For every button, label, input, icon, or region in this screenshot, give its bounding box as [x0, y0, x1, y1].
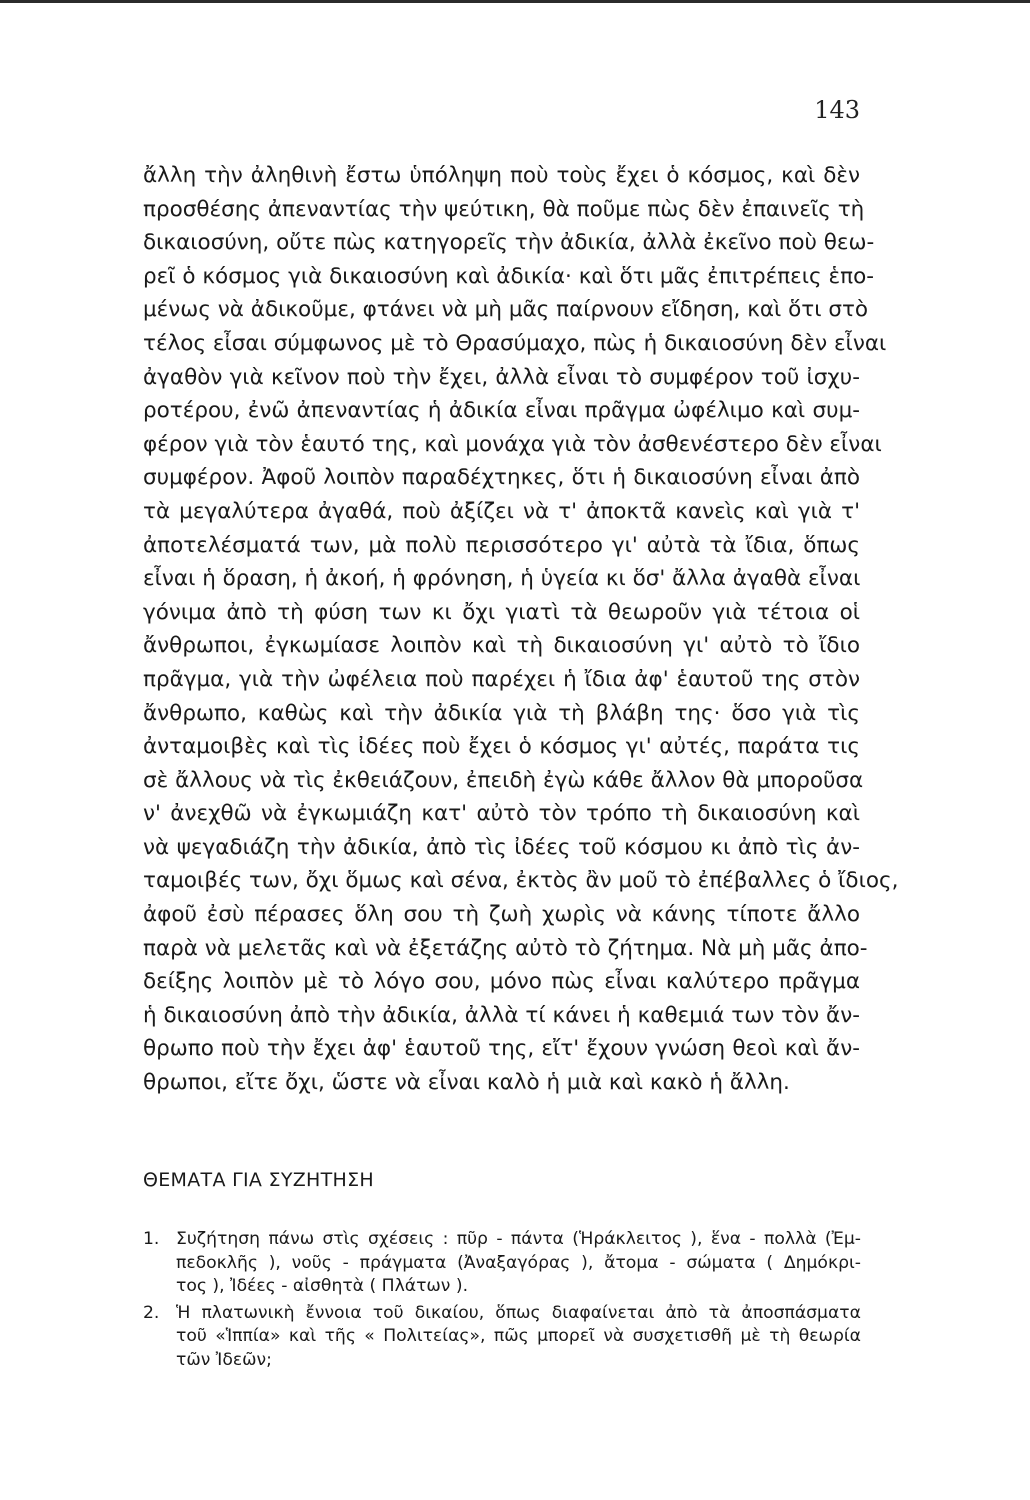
topic-line: Συζήτηση πάνω στὶς σχέσεις : πῦρ - πάντα (Ἡράκλειτος ), ἕνα - πολλὰ (Ἐμ- [176, 1229, 861, 1249]
body-line: εἶναι ἡ ὅραση, ἡ ἀκοή, ἡ φρόνηση, ἡ ὑγεία κι ὅσ' ἄλλα ἀγαθὰ εἶναι [143, 566, 861, 592]
body-line: συμφέρον. Ἀφοῦ λοιπὸν παραδέχτηκες, ὅτι ἡ δικαιοσύνη εἶναι ἀπὸ [143, 465, 860, 491]
body-line: σὲ ἄλλους νὰ τὶς ἐκθειάζουν, ἐπειδὴ ἐγὼ κάθε ἄλλον θὰ μποροῦσα [143, 767, 864, 793]
body-line: γόνιμα ἀπὸ τὴ φύση των κι ὄχι γιατὶ τὰ θεωροῦν γιὰ τέτοια οἱ [143, 599, 860, 625]
body-line: ἄνθρωποι, ἐγκωμίασε λοιπὸν καὶ τὴ δικαιοσύνη γι' αὐτὸ τὸ ἴδιο [143, 633, 860, 659]
body-line: πρᾶγμα, γιὰ τὴν ὠφέλεια ποὺ παρέχει ἡ ἴδια ἀφ' ἑαυτοῦ της στὸν [143, 666, 860, 692]
body-line: ἀποτελέσματά των, μὰ πολὺ περισσότερο γι' αὐτὰ τὰ ἴδια, ὅπως [143, 532, 860, 558]
body-line: μένως νὰ ἀδικοῦμε, φτάνει νὰ μὴ μᾶς παίρνουν εἴδηση, καὶ ὅτι στὸ [143, 297, 869, 323]
body-line: φέρον γιὰ τὸν ἑαυτό της, καὶ μονάχα γιὰ τὸν ἀσθενέστερο δὲν εἶναι [143, 431, 882, 457]
body-line: ταμοιβές των, ὄχι ὅμως καὶ σένα, ἐκτὸς ἂν μοῦ τὸ ἐπέβαλλες ὁ ἴδιος, [143, 868, 899, 894]
body-line: ἄλλη τὴν ἀληθινὴ ἔστω ὑπόληψη ποὺ τοὺς ἔχει ὁ κόσμος, καὶ δὲν [143, 163, 860, 188]
discussion-topic [143, 1228, 861, 1299]
topic-line: τος ), Ἰδέες - αἰσθητὰ ( Πλάτων ). [176, 1276, 469, 1296]
body-line: ν' ἀνεχθῶ νὰ ἐγκωμιάζη κατ' αὐτὸ τὸν τρόπο τὴ δικαιοσύνη καὶ [143, 801, 860, 827]
topic-line: τῶν Ἰδεῶν; [176, 1349, 272, 1370]
body-line: προσθέσης ἀπεναντίας τὴν ψεύτικη, θὰ ποῦμε πὼς δὲν ἐπαινεῖς τὴ [143, 196, 865, 222]
body-line: ἄνθρωπο, καθὼς καὶ τὴν ἀδικία γιὰ τὴ βλάβη της· ὅσο γιὰ τὶς [143, 700, 860, 726]
topic-line: Ἡ πλατωνικὴ ἔννοια τοῦ δικαίου, ὅπως διαφαίνεται ἀπὸ τὰ ἀποσπάσματα [176, 1302, 861, 1323]
body-line: νὰ ψεγαδιάζη τὴν ἀδικία, ἀπὸ τὶς ἰδέες τοῦ κόσμου κι ἀπὸ τὶς ἀν- [143, 834, 860, 860]
topic-number: 2. [143, 1302, 160, 1323]
page-number: 143 [814, 96, 860, 124]
body-line: ἡ δικαιοσύνη ἀπὸ τὴν ἀδικία, ἀλλὰ τί κάνει ἡ καθεμιά των τὸν ἄν- [143, 1002, 860, 1028]
body-line: ἀνταμοιβὲς καὶ τὶς ἰδέες ποὺ ἔχει ὁ κόσμος γι' αὐτές, παράτα τις [143, 734, 860, 760]
body-line: ἀφοῦ ἐσὺ πέρασες ὅλη σου τὴ ζωὴ χωρὶς νὰ κάνης τίποτε ἄλλο [143, 902, 860, 928]
body-line: ροτέρου, ἐνῶ ἀπεναντίας ἡ ἀδικία εἶναι πρᾶγμα ὠφέλιμο καὶ συμ- [143, 398, 860, 424]
body-line: ρεῖ ὁ κόσμος γιὰ δικαιοσύνη καὶ ἀδικία· καὶ ὅτι μᾶς ἐπιτρέπεις ἑπο- [143, 263, 874, 289]
body-line: θρωπο ποὺ τὴν ἔχει ἀφ' ἑαυτοῦ της, εἴτ' ἔχουν γνώση θεοὶ καὶ ἄν- [143, 1036, 860, 1062]
page-top-edge [0, 0, 1030, 3]
body-line: τὰ μεγαλύτερα ἀγαθά, ποὺ ἀξίζει νὰ τ' ἀποκτᾶ κανεὶς καὶ γιὰ τ' [143, 498, 860, 524]
body-paragraph [143, 159, 899, 1100]
discussion-topic [143, 1302, 861, 1373]
body-line: θρωποι, εἴτε ὄχι, ὥστε νὰ εἶναι καλὸ ἡ μιὰ καὶ κακὸ ἡ ἄλλη. [143, 1070, 790, 1096]
discussion-topics-list [143, 1228, 861, 1375]
body-line: ἀγαθὸν γιὰ κεῖνον ποὺ τὴν ἔχει, ἀλλὰ εἶναι τὸ συμφέρον τοῦ ἰσχυ- [143, 364, 860, 390]
topic-number: 1. [143, 1229, 160, 1249]
body-line: δείξης λοιπὸν μὲ τὸ λόγο σου, μόνο πὼς εἶναι καλύτερο πρᾶγμα [143, 969, 860, 995]
section-heading: ΘΕΜΑΤΑ ΓΙΑ ΣΥΖΗΤΗΣΗ [143, 1169, 375, 1191]
topic-line: πεδοκλῆς ), νοῦς - πράγματα (Ἀναξαγόρας ), ἄτομα - σώματα ( Δημόκρι- [176, 1252, 861, 1273]
body-line: τέλος εἶσαι σύμφωνος μὲ τὸ Θρασύμαχο, πὼς ἡ δικαιοσύνη δὲν εἶναι [143, 330, 887, 356]
body-line: παρὰ νὰ μελετᾶς καὶ νὰ ἐξετάζης αὐτὸ τὸ ζήτημα. Νὰ μὴ μᾶς ἀπο- [143, 935, 868, 961]
topic-line: τοῦ «Ἱππία» καὶ τῆς « Πολιτείας», πῶς μπορεῖ νὰ συσχετισθῆ μὲ τὴ θεωρία [176, 1326, 861, 1346]
body-line: δικαιοσύνη, οὔτε πὼς κατηγορεῖς τὴν ἀδικία, ἀλλὰ ἐκεῖνο ποὺ θεω- [143, 230, 875, 256]
